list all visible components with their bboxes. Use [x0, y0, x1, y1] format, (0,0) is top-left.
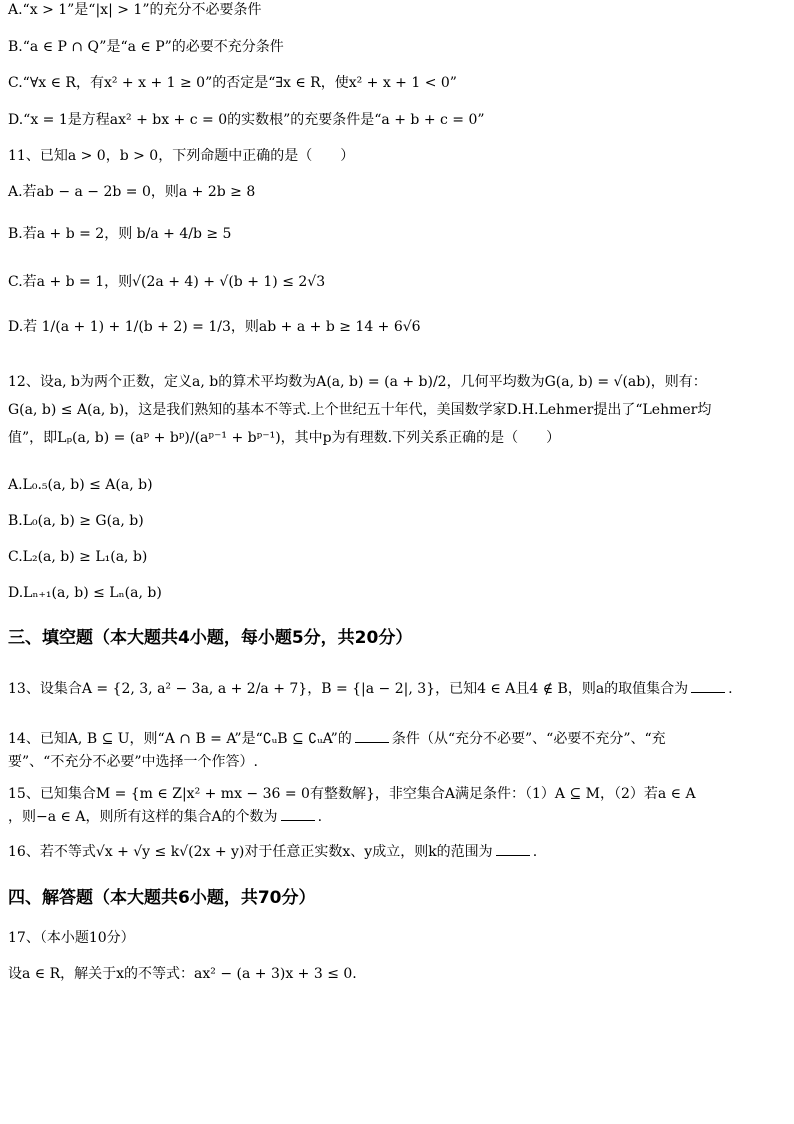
question-17-title: 17、（本小题10分）: [8, 930, 135, 946]
option-11d: D.若 1/(a + 1) + 1/(b + 2) = 1/3，则ab + a + b ≥ 14 + 6√6: [8, 319, 421, 335]
question-13-end: .: [728, 681, 733, 697]
question-12-line1: 12、设a, b为两个正数，定义a, b的算术平均数为A(a, b) = (a + b)/2，几何平均数为G(a, b) = √(ab)，则有：: [8, 374, 707, 390]
option-11a: A.若ab − a − 2b = 0，则a + 2b ≥ 8: [8, 184, 256, 200]
question-13-text: 13、设集合A = {2, 3, a² − 3a, a + 2/a + 7}，B = {|a − 2|, 3}，已知4 ∈ A且4 ∉ B，则a的取值集合为: [8, 681, 689, 697]
question-15-text-b: ，则−a ∈ A，则所有这样的集合A的个数为: [8, 809, 278, 825]
question-14-line1: [8, 728, 666, 749]
question-15-line1: 15、已知集合M = {m ∈ Z|x² + mx − 36 = 0有整数解}，非空集合A满足条件：（1）A ⊆ M，（2）若a ∈ A: [8, 786, 696, 802]
option-12a: A.L₀.₅(a, b) ≤ A(a, b): [8, 477, 153, 493]
question-15-line2: [8, 806, 322, 827]
question-12-line3: 值”，即Lₚ(a, b) = (aᵖ + bᵖ)/(aᵖ⁻¹ + bᵖ⁻¹)，其中p为有理数.下列关系正确的是（ ）: [8, 430, 561, 446]
answer-blank-14: [355, 728, 389, 743]
question-16: [8, 841, 537, 862]
section-4-heading: 四、解答题（本大题共6小题，共70分）: [8, 888, 316, 908]
question-14-text-b: 条件（从“充分不必要”、“必要不充分”、“充: [391, 731, 666, 747]
option-10a: A.“x > 1”是“|x| > 1”的充分不必要条件: [8, 2, 262, 18]
option-11b: B.若a + b = 2，则 b/a + 4/b ≥ 5: [8, 226, 232, 242]
answer-blank-16: [496, 841, 530, 856]
question-14-line2: 要”、“不充分不必要”中选择一个作答）.: [8, 754, 258, 770]
question-12-line2: G(a, b) ≤ A(a, b)，这是我们熟知的基本不等式.上个世纪五十年代，美国数学家D.H.Lehmer提出了“Lehmer均: [8, 402, 712, 418]
question-16-end: .: [532, 844, 538, 860]
option-12c: C.L₂(a, b) ≥ L₁(a, b): [8, 549, 148, 565]
question-11: 11、已知a > 0，b > 0，下列命题中正确的是（ ）: [8, 148, 355, 164]
option-10d: D.“x = 1是方程ax² + bx + c = 0的实数根”的充要条件是“a + b + c = 0”: [8, 112, 485, 128]
question-15-end: .: [317, 809, 323, 825]
question-13: [8, 678, 733, 699]
question-16-text: 16、若不等式√x + √y ≤ k√(2x + y)对于任意正实数x、y成立，则k的范围为: [8, 844, 493, 860]
option-10b: B.“a ∈ P ∩ Q”是“a ∈ P”的必要不充分条件: [8, 39, 284, 55]
answer-blank-15: [281, 806, 315, 821]
option-12b: B.L₀(a, b) ≥ G(a, b): [8, 513, 144, 529]
section-3-heading: 三、填空题（本大题共4小题，每小题5分，共20分）: [8, 628, 413, 648]
answer-blank-13: [691, 678, 725, 693]
question-14-text-a: 14、已知A, B ⊆ U，则“A ∩ B = A”是“∁ᵤB ⊆ ∁ᵤA”的: [8, 731, 352, 747]
option-11c: C.若a + b = 1，则√(2a + 4) + √(b + 1) ≤ 2√3: [8, 274, 326, 290]
option-12d: D.Lₙ₊₁(a, b) ≤ Lₙ(a, b): [8, 585, 162, 601]
question-17-body: 设a ∈ R，解关于x的不等式：ax² − (a + 3)x + 3 ≤ 0.: [8, 966, 357, 982]
option-10c: C.“∀x ∈ R，有x² + x + 1 ≥ 0”的否定是“∃x ∈ R，使x² + x + 1 < 0”: [8, 75, 457, 91]
